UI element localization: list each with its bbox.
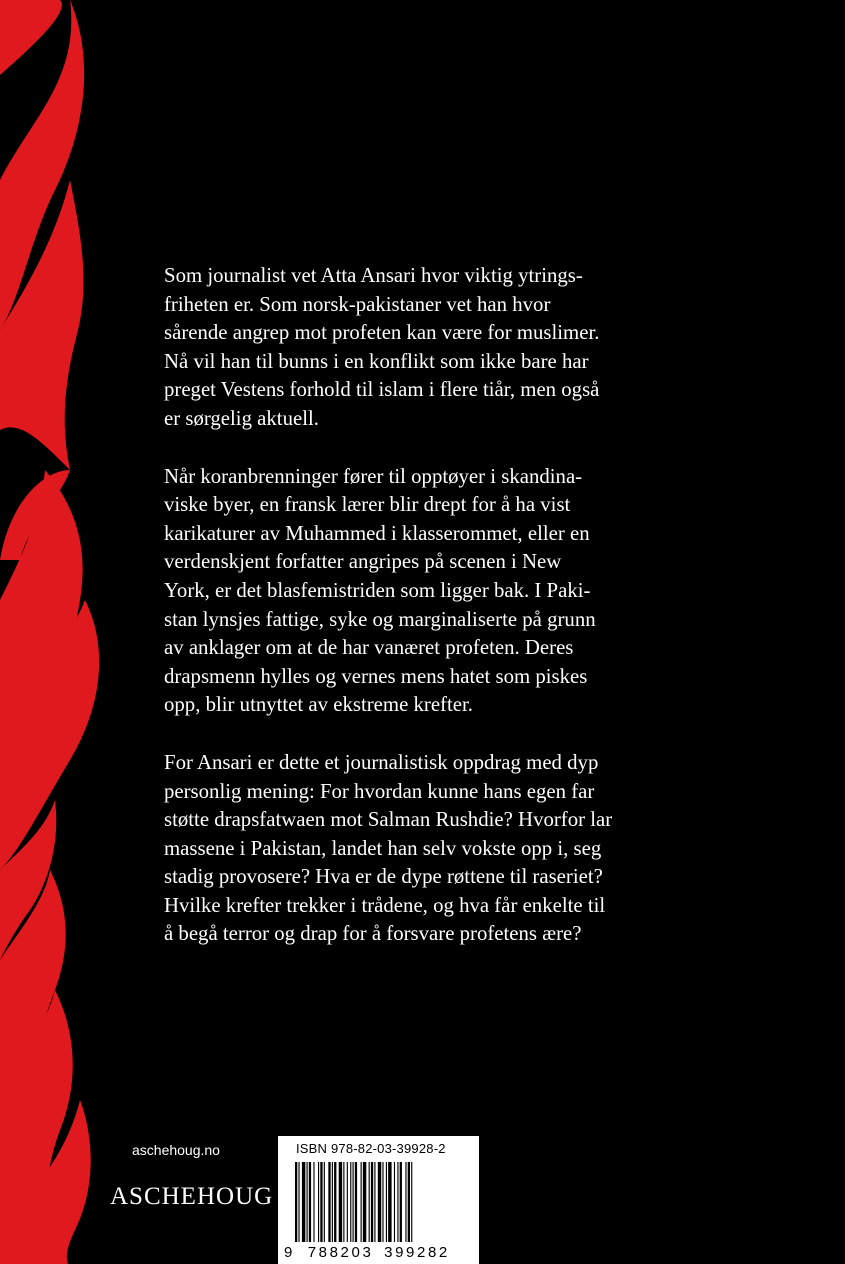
blurb-text (164, 262, 724, 978)
ean-right-group: 399282 (384, 1244, 450, 1261)
ean-first-digit: 9 (284, 1244, 295, 1261)
ean-digits (284, 1244, 469, 1261)
publisher-url[interactable]: aschehoug.no (132, 1142, 220, 1158)
ean-left-group: 788203 (307, 1244, 374, 1261)
barcode-box (278, 1136, 479, 1264)
blurb-paragraph-3: For Ansari er dette et journalistisk oppdrag med dyp personlig mening: For hvordan kunne hans egen far støtte drapsfatwaen mot Salman Rushdie? Hvorfor lar massene i Pakistan, landet han selv vokste opp i, seg stadig provosere? Hva er de dype røttene til raseriet? Hvilke krefter trekker i trådene, og hva får enkelte til å begå terror og drap for å forsvare profetens ære? (164, 750, 613, 946)
publisher-logo: ASCHEHOUG (110, 1183, 274, 1210)
blurb-paragraph-1: Som journalist vet Atta Ansari hvor viktig ytrings- friheten er. Som norsk-pakistaner vet han hvor sårende angrep mot profeten kan være for muslimer. Nå vil han til bunns i en konflikt som ikke bare har preget Vestens forhold til islam i flere tiår, men også er sørgelig aktuell. (164, 264, 600, 430)
isbn-label: ISBN 978-82-03-39928-2 (296, 1141, 446, 1156)
blurb-paragraph-2: Når koranbrenninger fører til opptøyer i skandina- viske byer, en fransk lærer blir drept for å ha vist karikaturer av Muhammed i klasserommet, eller en verdenskjent forfatter angripes på scenen i New York, er det blasfemistriden som ligger bak. I Paki- stan lynsjes fattige, syke og marginaliserte på grunn av anklager om at de har vanæret profeten. Deres drapsmenn hylles og vernes mens hatet som piskes opp, blir utnyttet av ekstreme krefter. (164, 464, 596, 717)
